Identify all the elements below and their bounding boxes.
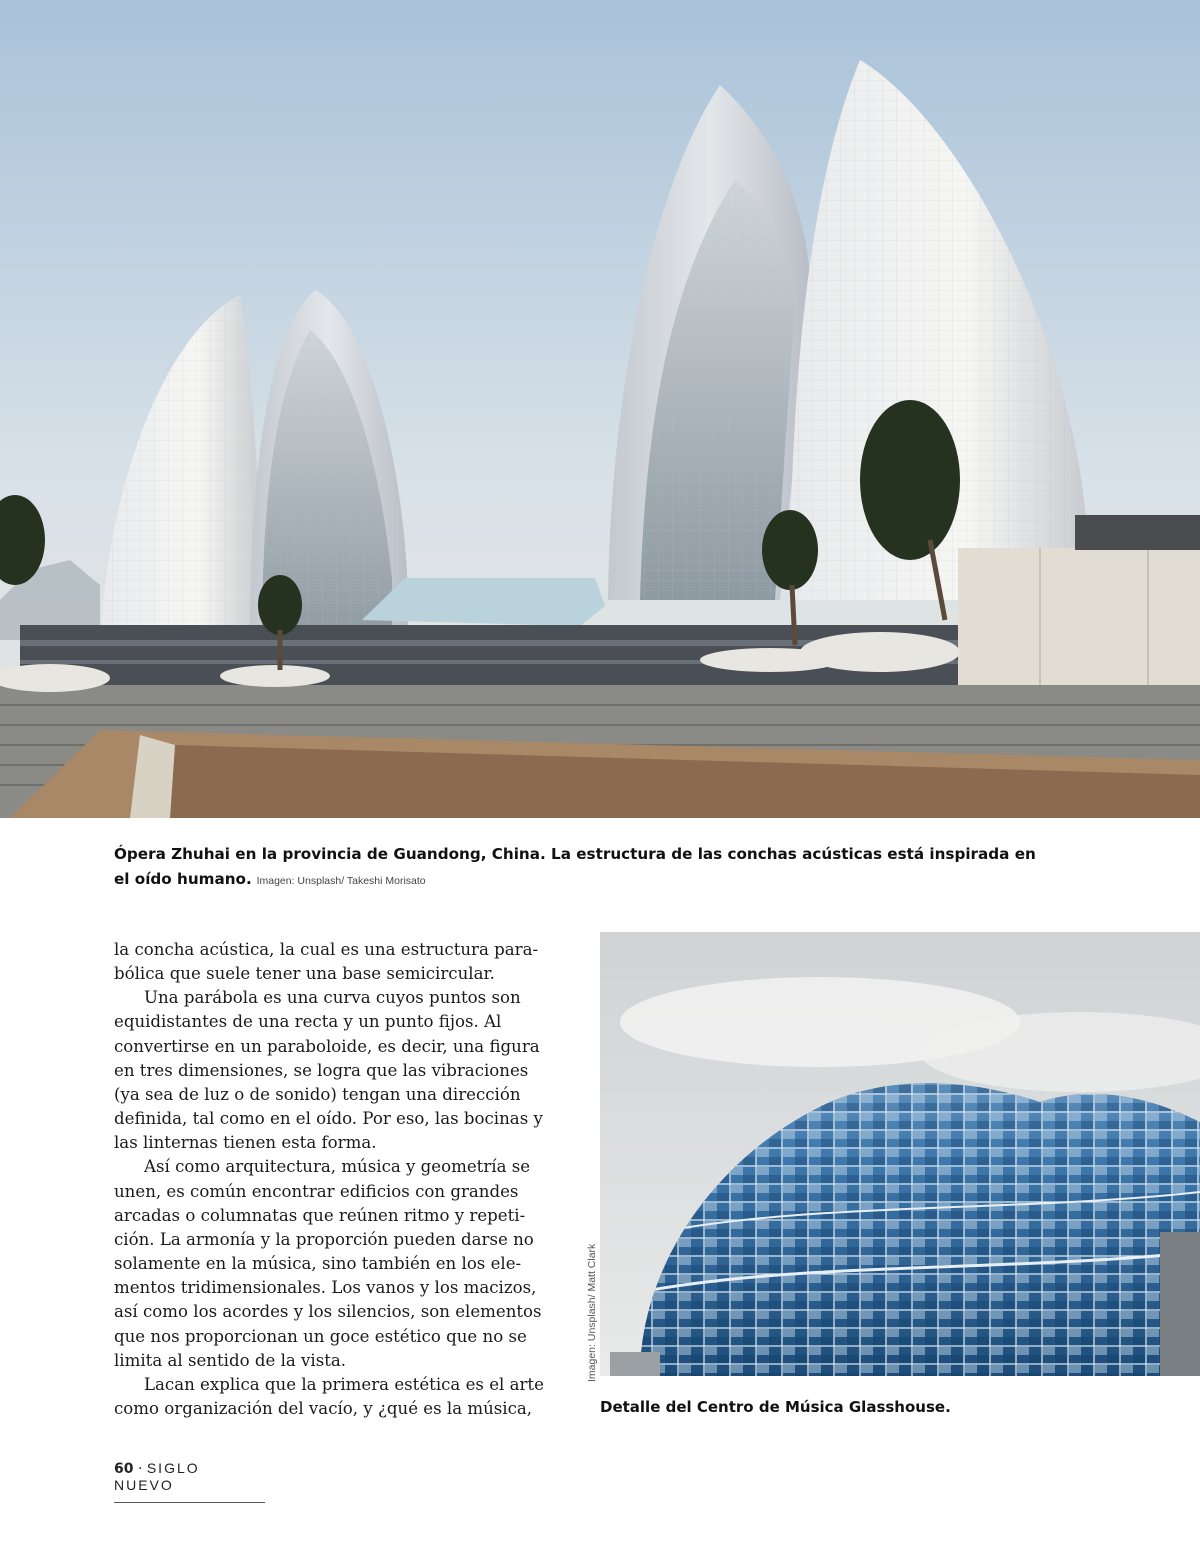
text-line: (ya sea de luz o de sonido) tengan una dirección — [114, 1084, 521, 1104]
body-paragraph — [114, 1373, 548, 1421]
text-line: mentos tridimensionales. Los vanos y los macizos, — [114, 1278, 537, 1298]
text-line: Lacan explica que la primera estética es el arte — [144, 1374, 544, 1394]
text-line: arcadas o columnatas que reúnen ritmo y repeti- — [114, 1205, 526, 1225]
text-line: que nos proporcionan un goce estético que no se — [114, 1326, 527, 1346]
text-line: definida, tal como en el oído. Por eso, las bocinas y — [114, 1109, 543, 1129]
text-line: las linternas tienen esta forma. — [114, 1133, 377, 1153]
text-line: Una parábola es una curva cuyos puntos son — [144, 988, 521, 1008]
body-text-column — [114, 938, 548, 1421]
text-line: como organización del vacío, y ¿qué es la música, — [114, 1398, 533, 1418]
text-line: limita al sentido de la vista. — [114, 1350, 347, 1370]
text-line: en tres dimensiones, se logra que las vibraciones — [114, 1060, 529, 1080]
photo2-caption: Detalle del Centro de Música Glasshouse. — [600, 1398, 951, 1416]
text-line: la concha acústica, la cual es una estructura para- — [114, 940, 539, 959]
text-line: solamente en la música, sino también en los ele- — [114, 1254, 522, 1274]
text-line: Así como arquitectura, música y geometría se — [144, 1157, 531, 1177]
text-line: así como los acordes y los silencios, son elementos — [114, 1302, 542, 1322]
hero-caption — [114, 842, 1054, 894]
text-line: convertirse en un paraboloide, es decir, una figura — [114, 1036, 540, 1056]
body-paragraph — [114, 1155, 548, 1372]
text-line: equidistantes de una recta y un punto fijos. Al — [114, 1012, 502, 1032]
magazine-name: SIGLO NUEVO — [114, 1460, 200, 1493]
hero-caption-text: Ópera Zhuhai en la provincia de Guandong, China. La estructura de las conchas acústicas está inspirada en el oído humano. — [114, 845, 1036, 888]
text-line: bólica que suele tener una base semicircular. — [114, 964, 495, 984]
folio-separator: · — [137, 1461, 143, 1477]
glasshouse-photo — [600, 932, 1200, 1376]
text-line: unen, es común encontrar edificios con grandes — [114, 1181, 519, 1201]
page-folio — [114, 1460, 265, 1503]
page-number: 60 — [114, 1461, 134, 1477]
photo2-credit: Imagen: Unsplash/ Matt Clark — [586, 1243, 598, 1382]
hero-photo-credit: Imagen: Unsplash/ Takeshi Morisato — [256, 875, 426, 887]
body-paragraph — [114, 938, 548, 986]
body-paragraph — [114, 986, 548, 1155]
text-line: ción. La armonía y la proporción pueden darse no — [114, 1229, 534, 1249]
